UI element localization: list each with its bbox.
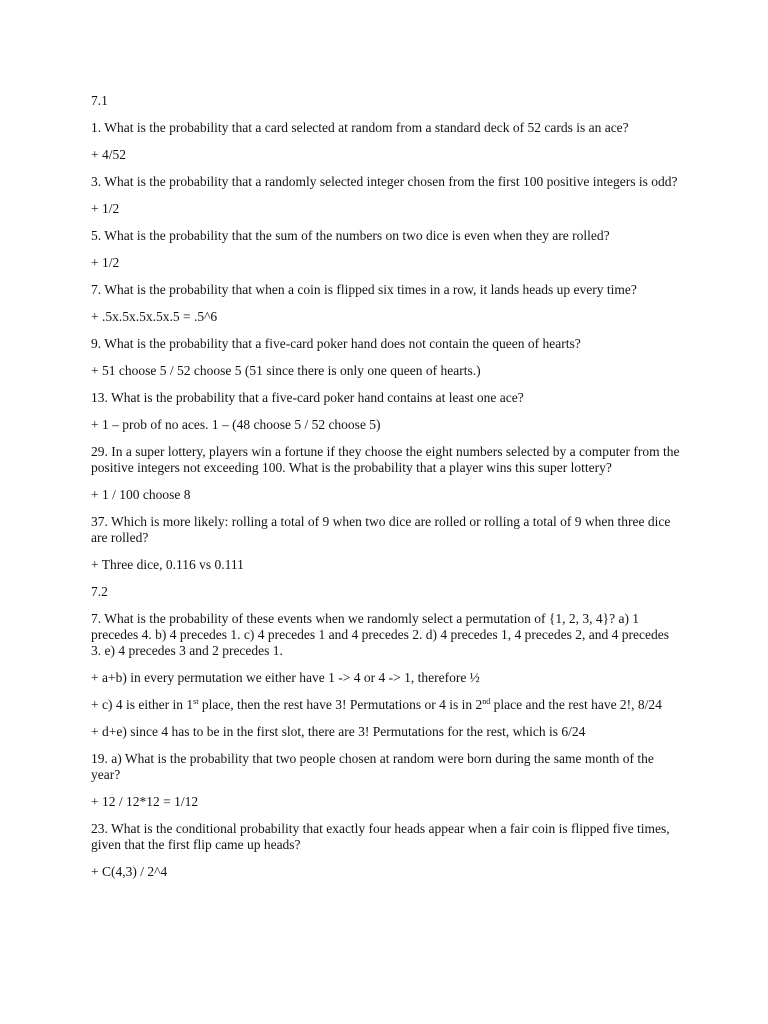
section-heading-7-1: 7.1 [91, 93, 108, 108]
question-37: 37. Which is more likely: rolling a total of 9 when two dice are rolled or rolling a total of 9 when three dice are rolled? [91, 514, 671, 545]
question-1: 1. What is the probability that a card selected at random from a standard deck of 52 cards is an ace? [91, 120, 629, 135]
question-7: 7. What is the probability that when a coin is flipped six times in a row, it lands heads up every time? [91, 282, 637, 297]
answer-c-part-1: + c) 4 is either in 1 [91, 697, 194, 712]
question-7-2-7: 7. What is the probability of these events when we randomly select a permutation of {1, 2, 3, 4}? a) 1 precedes 4. b) 4 precedes 1. c) 4 precedes 1 and 4 precedes 2. d) 4 precedes 1, 4 precedes 2, and 4 precedes 3. e) 4 precedes 3 and 2 precedes 1. [91, 611, 669, 658]
answer-c-part-3: place and the rest have 2!, 8/24 [490, 697, 662, 712]
question-19: 19. a) What is the probability that two people chosen at random were born during the same month of the year? [91, 751, 654, 782]
answer-7: + .5x.5x.5x.5x.5 = .5^6 [91, 309, 218, 324]
answer-23: + C(4,3) / 2^4 [91, 864, 168, 879]
question-9: 9. What is the probability that a five-card poker hand does not contain the queen of hearts? [91, 336, 581, 351]
answer-13: + 1 – prob of no aces. 1 – (48 choose 5 / 52 choose 5) [91, 417, 381, 432]
answer-19: + 12 / 12*12 = 1/12 [91, 794, 199, 809]
question-23: 23. What is the conditional probability that exactly four heads appear when a fair coin is flipped five times, given that the first flip came up heads? [91, 821, 670, 852]
question-5: 5. What is the probability that the sum of the numbers on two dice is even when they are rolled? [91, 228, 610, 243]
answer-29: + 1 / 100 choose 8 [91, 487, 191, 502]
answer-7-2-7-c [91, 697, 681, 713]
superscript-st: st [193, 697, 199, 706]
answer-1: + 4/52 [91, 147, 126, 162]
document-page [91, 93, 681, 891]
answer-9: + 51 choose 5 / 52 choose 5 (51 since there is only one queen of hearts.) [91, 363, 481, 378]
answer-7-2-7-ab: + a+b) in every permutation we either have 1 -> 4 or 4 -> 1, therefore ½ [91, 670, 480, 685]
question-13: 13. What is the probability that a five-card poker hand contains at least one ace? [91, 390, 524, 405]
answer-3: + 1/2 [91, 201, 120, 216]
superscript-nd: nd [482, 697, 491, 706]
answer-c-part-2: place, then the rest have 3! Permutations or 4 is in 2 [198, 697, 483, 712]
answer-7-2-7-de: + d+e) since 4 has to be in the first slot, there are 3! Permutations for the rest, which is 6/24 [91, 724, 586, 739]
question-3: 3. What is the probability that a randomly selected integer chosen from the first 100 positive integers is odd? [91, 174, 678, 189]
answer-5: + 1/2 [91, 255, 120, 270]
answer-37: + Three dice, 0.116 vs 0.111 [91, 557, 244, 572]
question-29: 29. In a super lottery, players win a fortune if they choose the eight numbers selected by a computer from the positive integers not exceeding 100. What is the probability that a player wins this super lottery? [91, 444, 680, 475]
section-heading-7-2: 7.2 [91, 584, 108, 599]
